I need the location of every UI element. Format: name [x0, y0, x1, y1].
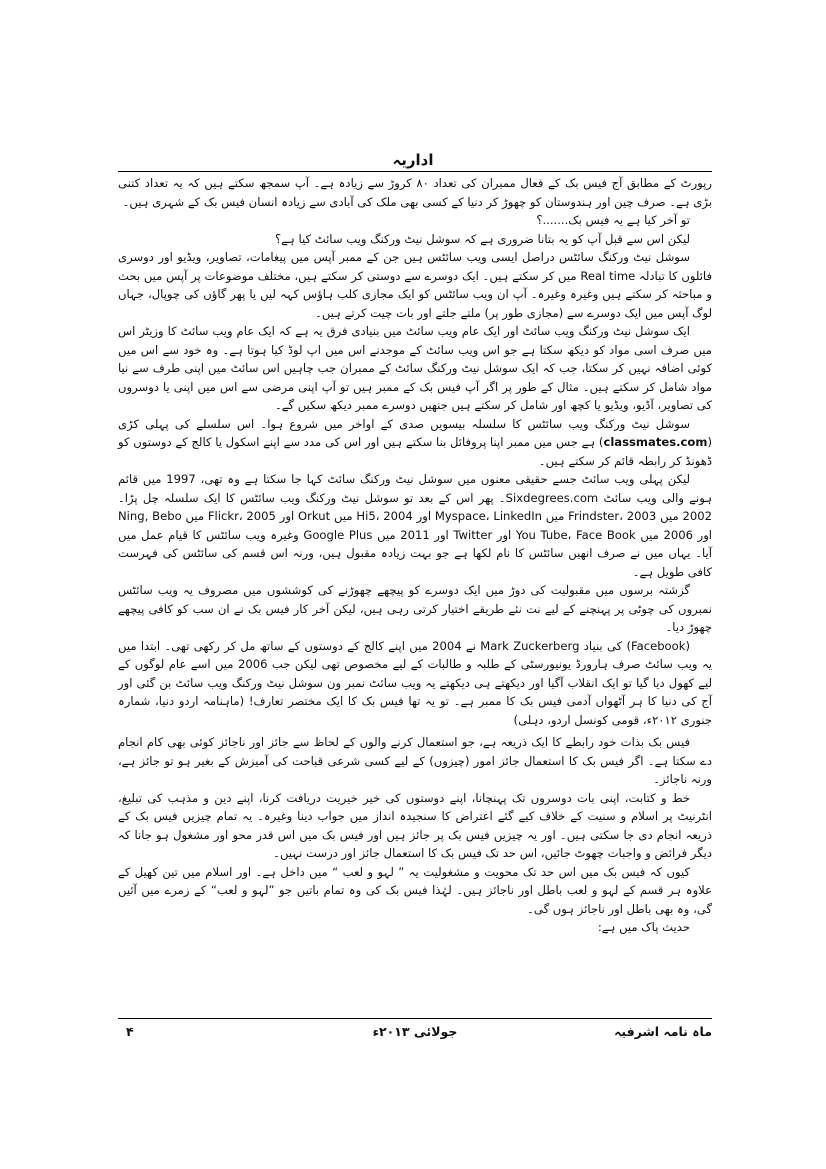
- site-name: Sixdegrees.com: [505, 490, 599, 505]
- paragraph-3: لیکن اس سے قبل آپ کو یہ بتانا ضروری ہے کہ سوشل نیٹ ورکنگ ویب سائٹ کیا ہے؟: [275, 231, 690, 246]
- founder-name: Mark Zuckerberg: [480, 638, 580, 653]
- year: 2006: [237, 657, 268, 671]
- year: 2004: [432, 638, 462, 653]
- site-name: Ning, Bebo: [118, 509, 182, 523]
- site-name: Orkut: [298, 509, 331, 523]
- year: 2011: [400, 527, 430, 542]
- text-fragment: میں: [330, 509, 357, 523]
- text-fragment: ،: [238, 509, 247, 523]
- text-fragment: وغیرہ ویب سائٹس کا قیام عمل میں آیا۔ یہاں میں نے صرف انھیں سائٹس کا نام لکھا ہے جو بہت زیادہ مقبول ہیں، ورنہ اس قسم کی سائٹس کی فہرست کافی طویل ہے۔: [118, 527, 712, 579]
- site-name: LinkedIn: [493, 509, 542, 523]
- paragraph-5: ایک سوشل نیٹ ورکنگ ویب سائٹ اور ایک عام ویب سائٹ میں بنیادی فرق یہ ہے کہ ایک عام ویب سائٹ کا وزیٹر اس میں صرف اسی مواد کو دیکھ سکتا ہے جو اس ویب سائٹ کے موجدنے اس میں اپ لوڈ کیا ہوتا ہے۔ وہ خود سے اس میں کوئی اضافہ نہیں کر سکتا، جب کہ ایک سوشل نیٹ ورکنگ سائٹ کے ممبران جب چاہیں اس سائٹ میں اپنی طرف سے نیا مواد شامل کر سکتے ہیں۔ مثال کے طور پر اگر آپ فیس بک کے ممبر ہیں تو آپ اپنی مرضی سے اس میں اپنی یا دوسروں کی تصاویر، آڈیو، ویڈیو یا کچھ اور شامل کر سکتے ہیں جنھیں دوسرے ممبر دیکھ سکیں گے۔: [118, 324, 712, 412]
- site-name: Google Plus: [303, 527, 373, 542]
- year: 2002: [682, 509, 712, 523]
- site-name: Myspace: [434, 509, 486, 523]
- paragraph-12: کیوں کہ فیس بک میں اس حد تک محویت و مشغولیت یہ ” لہو و لعب “ میں داخل ہے۔ اور اسلام میں تین کھیل کے علاوہ ہر قسم کے لہو و لعب باطل اور ناجائز ہیں۔ لہٰذا فیس بک کی وہ تمام باتیں جو ”لہو و لعب“ کے زمرے میں آئیں گی، وہ بھی باطل اور ناجائز ہوں گی۔: [118, 864, 712, 916]
- site-name: Flickr: [207, 509, 239, 523]
- text-fragment: میں کر سکتے ہیں۔ ایک دوسرے سے دوستی کر سکتے ہیں، مختلف موضوعات پر آپس میں بحث و مباحثہ کر سکتے ہیں وغیرہ وغیرہ۔ آپ ان ویب سائٹس کو ایک مجازی کلب ہاؤس کہہ لیں یا پھر گاؤں کی چوپال، جہاں لوگ آپس میں ایک دوسرے سے (مجازی طور پر) ملتے جلتے اور بات چیت کرتے ہیں۔: [118, 268, 712, 320]
- text-fragment: ) ہے جس میں ممبر اپنا پروفائل بنا سکتے ہیں اور اس کی مدد سے اپنے اسکول یا کالج کے دوستوں کو ڈھونڈ کر رابطہ قائم کر سکتے ہیں۔: [118, 435, 712, 468]
- text-fragment: (: [685, 638, 690, 653]
- text-fragment: میں اپنے کالج کے دوستوں کے ساتھ مل کر رکھی تھی۔ ابتدا میں یہ ویب سائٹ صرف ہارورڈ یونیورسٹی کے طلبہ و طالبات کے لیے مخصوص تھی لیکن جب: [118, 638, 712, 671]
- page-title: اداریہ: [392, 151, 434, 169]
- text-fragment: نے: [461, 638, 481, 653]
- header-divider: [118, 171, 712, 172]
- magazine-name: ماہ نامہ اشرفیہ: [614, 1024, 712, 1039]
- year: 2003: [626, 509, 657, 523]
- site-name-classmates: classmates.com: [603, 435, 708, 449]
- article-body: [118, 174, 712, 937]
- paragraph-4: [118, 248, 712, 322]
- text-fragment: اور: [412, 509, 435, 523]
- year: 1997: [166, 472, 196, 486]
- paragraph-7: [118, 470, 712, 581]
- paragraph-6: [118, 415, 712, 471]
- site-name: Twitter: [453, 527, 493, 542]
- page-number: ۴: [126, 1024, 134, 1039]
- text-fragment: اور: [492, 527, 516, 542]
- text-fragment: ) کی بنیاد: [579, 638, 631, 653]
- text-fragment: ،: [485, 509, 494, 523]
- footer-divider: [118, 1018, 712, 1019]
- text-fragment: میں قائم ہونے والی ویب سائٹ: [118, 472, 712, 505]
- paragraph-9: [118, 637, 712, 730]
- text-fragment: میں: [656, 509, 683, 523]
- paragraph-10: فیس بک بذات خود رابطے کا ایک ذریعہ ہے، جو استعمال کرنے والوں کے لحاظ سے جائز اور ناجائز کوئی بھی کام انجام دے سکتا ہے۔ اگر فیس بک کا استعمال جائز امور (چیزوں) کے لیے کسی شرعی قباحت کی آمیزش کے بغیر ہو تو جائز ہے، ورنہ ناجائز۔: [118, 735, 712, 786]
- text-fragment: ،: [567, 527, 577, 542]
- text-fragment: اور: [275, 509, 299, 523]
- year: 2005: [246, 509, 276, 523]
- site-name: Hi5: [356, 509, 376, 523]
- text-fragment: سوشل نیٹ ورکنگ ویب سائٹس کا سلسلہ بیسویں صدی کے اواخر میں شروع ہوا۔ اس سلسلے کی پہلی کڑی (: [118, 416, 712, 449]
- paragraph-11: خط و کتابت، اپنی بات دوسروں تک پہنچانا، اپنے دوستوں کی خیر خیریت دریافت کرنا، اپنے دین و مذہب کی تبلیغ، انٹرنیٹ پر اسلام و سنیت کے خلاف کیے گئے اعتراض کا سنجیدہ انداز میں جواب دینا وغیرہ۔ یہ تمام چیزیں فیس بک کے ذریعہ انجام دی جا سکتی ہیں۔ اور یہ چیزیں فیس بک پر جائز ہیں اور فیس بک میں اس قدر محو اور مشغول ہو جانا کہ دیگر فرائض و واجبات چھوٹ جائیں، اس حد تک فیس بک کا استعمال جائز اور درست نہیں۔: [118, 790, 712, 860]
- paragraph-2: تو آخر کیا ہے یہ فیس بک.......؟: [536, 213, 690, 227]
- text-fragment: میں اسے عام لوگوں کے لیے کھول دیا گیا تو ایک انقلاب آگیا اور دیکھتے ہی دیکھتے یہ ویب سائٹ نمبر ون سوشل نیٹ ورکنگ ویب سائٹ بن گئی اور آج کی دنیا کا ہر آٹھواں آدمی فیس بک کا ممبر ہے۔ تو یہ تھا فیس بک کا ایک مختصر تعارف! (ماہنامہ اردو دنیا، شمارہ جنوری ۲۰۱۲ء، قومی کونسل اردو، دہلی): [118, 657, 712, 727]
- text-fragment: لیکن پہلی ویب سائٹ جسے حقیقی معنوں میں سوشل نیٹ ورکنگ سائٹ کہا جا سکتا ہے وہ تھی،: [195, 472, 690, 486]
- text-fragment: میں: [635, 527, 664, 542]
- site-name: Facebook: [630, 638, 686, 653]
- paragraph-8: گزشتہ برسوں میں مقبولیت کی دوڑ میں ایک دوسرے کو پیچھے چھوڑنے کی کوششوں میں مصروف یہ ویب سائٹس نمبروں کی چوٹی پر پہنچنے کے لیے نت نئے طریقے اختیار کرتی رہی ہیں، لیکن آخر کار فیس بک نے ان سب کو کافی پیچھے چھوڑ دیا۔: [118, 583, 712, 634]
- site-name: You Tube: [515, 527, 568, 542]
- text-fragment: ،: [619, 509, 627, 523]
- page-footer: [118, 1024, 712, 1046]
- site-name: Face Book: [576, 527, 636, 542]
- issue-date: جولائی ۲۰۱۳ء: [372, 1024, 458, 1039]
- site-name: Frindster: [568, 509, 620, 523]
- text-fragment: میں: [372, 527, 401, 542]
- text-fragment: ۔ پھر اس کے بعد تو سوشل نیٹ ورکنگ ویب سائٹس کا ایک سلسلہ چل پڑا۔: [118, 490, 506, 505]
- text-fragment: ،: [375, 509, 384, 523]
- year: 2006: [663, 527, 693, 542]
- paragraph-13: حدیث پاک میں ہے:: [597, 920, 690, 934]
- text-fragment: سوشل نیٹ ورکنگ سائٹس دراصل ایسی ویب سائٹس ہیں جن کے ممبر آپس میں پیغامات، تصاویر، ویڈیو اور دوسری فائلوں کا تبادلہ: [118, 250, 713, 283]
- text-fragment: میں: [541, 509, 569, 523]
- paragraph-1: رپورٹ کے مطابق آج فیس بک کے فعال ممبران کی تعداد ۸۰ کروڑ سے زیادہ ہے۔ آپ سمجھ سکتے ہیں کہ یہ تعداد کتنی بڑی ہے۔ صرف چین اور ہندوستان کو چھوڑ کر دنیا کے کسی بھی ملک کی آبادی سے زیادہ انسان فیس بک کے شہری ہیں۔: [118, 176, 712, 209]
- real-time-term: Real time: [580, 268, 636, 283]
- text-fragment: اور: [429, 527, 454, 542]
- text-fragment: اور: [693, 527, 713, 542]
- text-fragment: میں: [181, 509, 208, 523]
- year: 2004: [383, 509, 413, 523]
